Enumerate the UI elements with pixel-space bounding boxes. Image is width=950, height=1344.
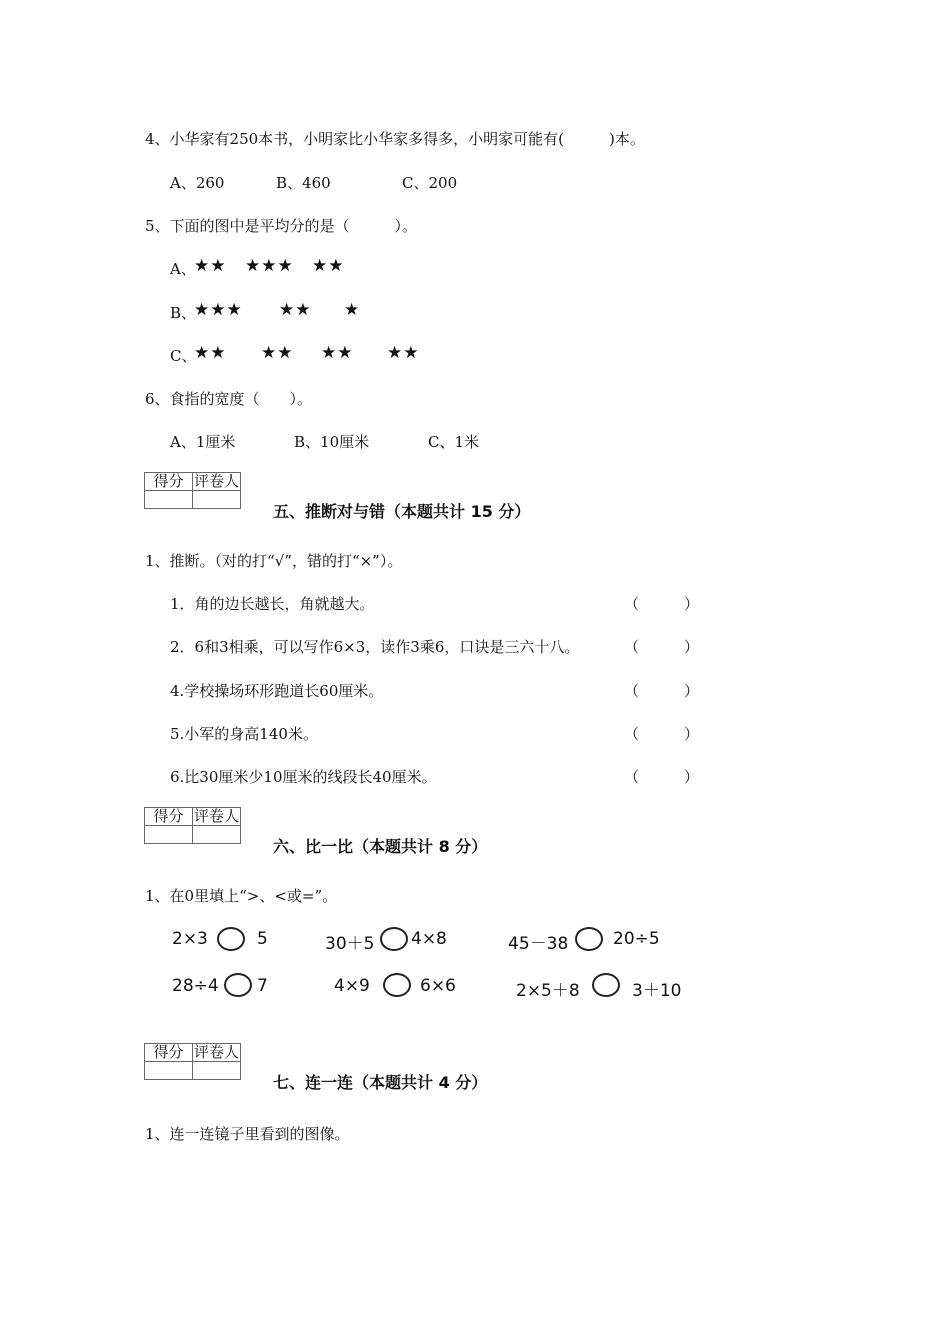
compare-circle[interactable] bbox=[592, 973, 620, 997]
star-group: ★★★ bbox=[245, 256, 294, 276]
answer-parenthesis[interactable]: （ ） bbox=[624, 595, 700, 613]
star-group: ★★ bbox=[261, 343, 294, 363]
star-group: ★★ bbox=[312, 256, 345, 276]
compare-left: 45－38 bbox=[508, 934, 569, 954]
section-7-intro: 1、连一连镜子里看到的图像。 bbox=[145, 1125, 350, 1143]
grader-label: 评卷人 bbox=[193, 807, 239, 825]
compare-left: 2×5＋8 bbox=[516, 981, 580, 1001]
compare-left: 2×3 bbox=[172, 929, 208, 949]
question-6-option-a: A、1厘米 bbox=[170, 433, 236, 451]
question-5-option-c-label: C、 bbox=[170, 347, 197, 365]
judge-item: 2．6和3相乘，可以写作6×3，读作3乘6，口诀是三六十八。 bbox=[170, 638, 580, 656]
grader-cell[interactable] bbox=[193, 826, 241, 844]
score-label: 得分 bbox=[145, 808, 193, 826]
compare-left: 4×9 bbox=[334, 976, 370, 996]
compare-right: 6×6 bbox=[420, 976, 456, 996]
score-box bbox=[144, 1043, 241, 1080]
star-group: ★★ bbox=[321, 343, 354, 363]
question-4-text: 4、小华家有250本书，小明家比小华家多得多，小明家可能有( )本。 bbox=[145, 130, 645, 148]
section-6-intro: 1、在0里填上“>、<或=”。 bbox=[145, 887, 338, 905]
star-group: ★★ bbox=[194, 256, 227, 276]
compare-right: 5 bbox=[257, 929, 268, 949]
compare-left: 28÷4 bbox=[172, 976, 219, 996]
question-4-option-a: A、260 bbox=[170, 174, 225, 192]
question-4-option-c: C、200 bbox=[402, 174, 458, 192]
grader-label: 评卷人 bbox=[193, 472, 239, 490]
compare-left: 30＋5 bbox=[325, 934, 375, 954]
question-5-option-b-label: B、 bbox=[170, 304, 197, 322]
answer-parenthesis[interactable]: （ ） bbox=[624, 725, 700, 743]
section-6-title: 六、比一比（本题共计 8 分） bbox=[273, 837, 488, 856]
judge-item: 4.学校操场环形跑道长60厘米。 bbox=[170, 682, 384, 700]
compare-circle[interactable] bbox=[575, 927, 603, 951]
judge-item: 6.比30厘米少10厘米的线段长40厘米。 bbox=[170, 768, 437, 786]
star-group: ★★★ bbox=[194, 300, 243, 320]
judge-item: 1．角的边长越长，角就越大。 bbox=[170, 595, 375, 613]
section-5-intro: 1、推断。（对的打“√”，错的打“×”）。 bbox=[145, 552, 403, 570]
grader-label: 评卷人 bbox=[193, 1043, 239, 1061]
question-6-option-b: B、10厘米 bbox=[294, 433, 370, 451]
section-5-title: 五、推断对与错（本题共计 15 分） bbox=[273, 502, 531, 521]
judge-item: 5.小军的身高140米。 bbox=[170, 725, 318, 743]
compare-circle[interactable] bbox=[383, 973, 411, 997]
compare-circle[interactable] bbox=[217, 927, 245, 951]
grader-cell[interactable] bbox=[193, 1062, 241, 1080]
question-6-text: 6、食指的宽度（ ）。 bbox=[145, 390, 313, 408]
section-7-title: 七、连一连（本题共计 4 分） bbox=[273, 1073, 488, 1092]
compare-right: 3＋10 bbox=[632, 981, 682, 1001]
score-cell[interactable] bbox=[145, 826, 193, 844]
compare-circle[interactable] bbox=[224, 973, 252, 997]
star-group: ★ bbox=[344, 300, 361, 320]
compare-right: 20÷5 bbox=[613, 929, 660, 949]
score-cell[interactable] bbox=[145, 1062, 193, 1080]
compare-right: 7 bbox=[257, 976, 268, 996]
question-5-text: 5、下面的图中是平均分的是（ ）。 bbox=[145, 217, 418, 235]
question-5-option-a-label: A、 bbox=[170, 260, 196, 278]
star-group: ★★ bbox=[279, 300, 312, 320]
star-group: ★★ bbox=[387, 343, 420, 363]
score-box bbox=[144, 807, 241, 844]
score-cell[interactable] bbox=[145, 491, 193, 509]
question-4-option-b: B、460 bbox=[276, 174, 331, 192]
answer-parenthesis[interactable]: （ ） bbox=[624, 768, 700, 786]
compare-circle[interactable] bbox=[380, 927, 408, 951]
question-6-option-c: C、1米 bbox=[428, 433, 480, 451]
score-box bbox=[144, 472, 241, 509]
grader-cell[interactable] bbox=[193, 491, 241, 509]
star-group: ★★ bbox=[194, 343, 227, 363]
answer-parenthesis[interactable]: （ ） bbox=[624, 682, 700, 700]
compare-right: 4×8 bbox=[411, 929, 447, 949]
score-label: 得分 bbox=[145, 1044, 193, 1062]
score-label: 得分 bbox=[145, 473, 193, 491]
answer-parenthesis[interactable]: （ ） bbox=[624, 638, 700, 656]
